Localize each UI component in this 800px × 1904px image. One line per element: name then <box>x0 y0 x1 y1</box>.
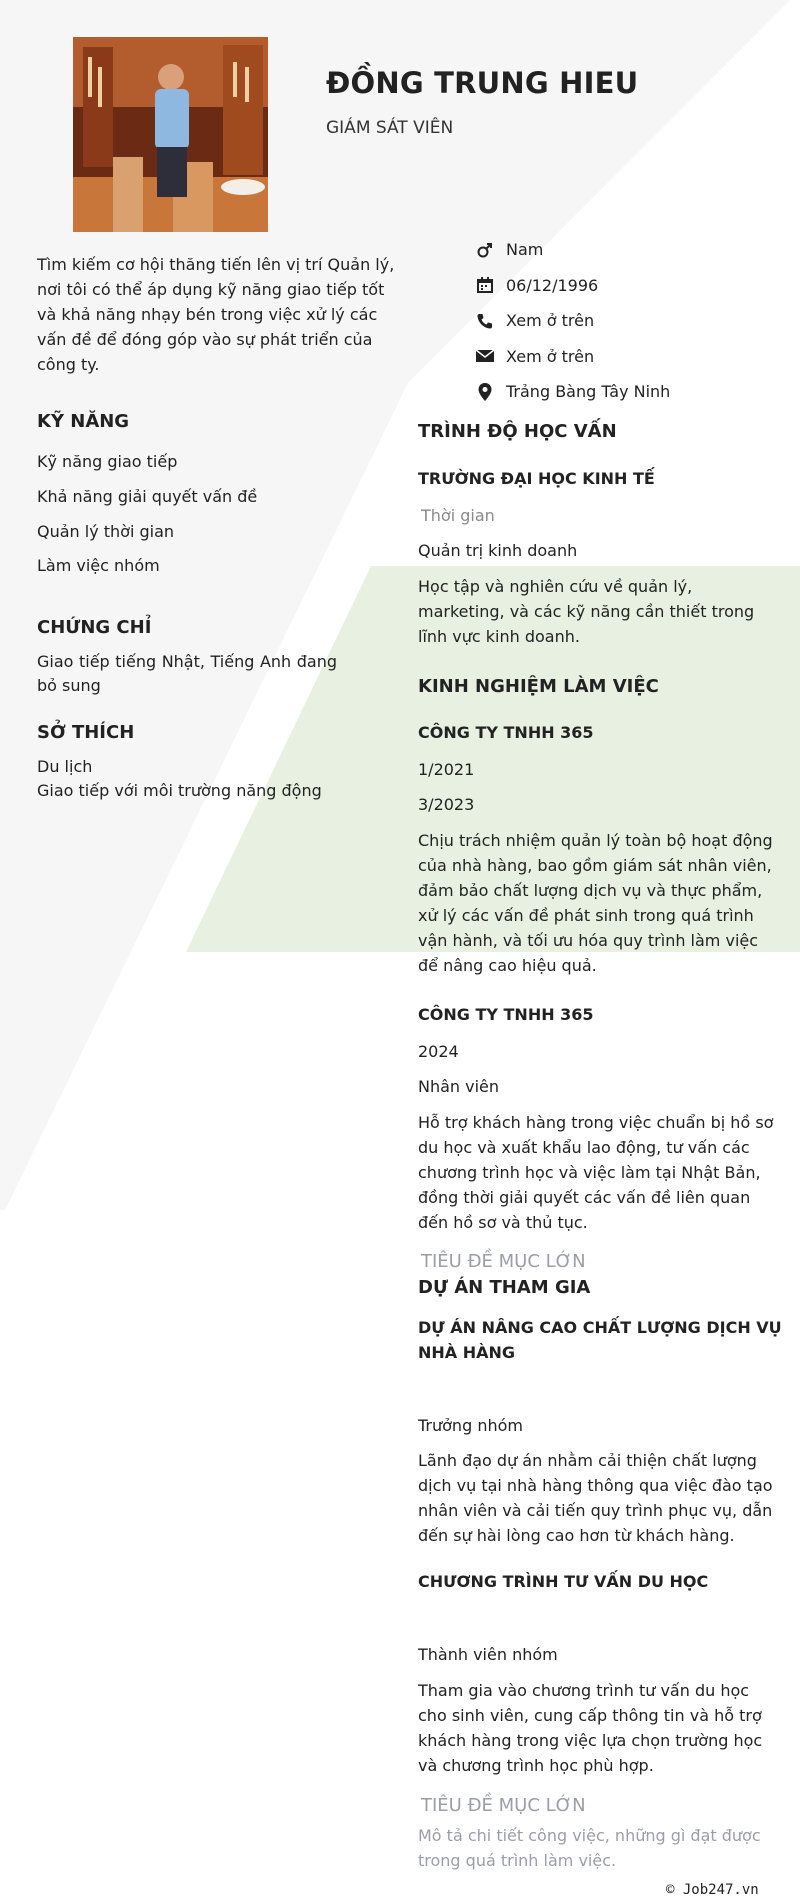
contact-gender <box>474 232 774 268</box>
contact-address <box>474 374 774 410</box>
company-name: CÔNG TY TNHH 365 <box>418 1005 594 1024</box>
experience-heading: KINH NGHIỆM LÀM VIỆC <box>418 676 659 697</box>
education-description: Học tập và nghiên cứu về quản lý, marketing, và các kỹ năng cần thiết trong lĩnh vực kinh doanh. <box>418 577 755 646</box>
job-title: GIÁM SÁT VIÊN <box>326 118 454 138</box>
hobbies-heading: SỞ THÍCH <box>37 722 135 743</box>
email-value: Xem ở trên <box>506 346 595 366</box>
gender-value: Nam <box>506 240 544 260</box>
education-time: Thời gian <box>421 506 495 525</box>
company-name: CÔNG TY TNHH 365 <box>418 723 594 742</box>
location-icon <box>474 381 496 403</box>
hobby-item: Giao tiếp với môi trường năng động <box>37 781 322 800</box>
mail-icon <box>474 345 496 367</box>
skill-item: Khả năng giải quyết vấn đề <box>37 487 258 506</box>
watermark: © Job247.vn <box>666 1882 759 1898</box>
contact-info <box>474 232 774 410</box>
job-start-date: 1/2021 <box>418 760 475 779</box>
school-name: TRƯỜNG ĐẠI HỌC KINH TẾ <box>418 469 655 488</box>
calendar-icon <box>474 274 496 296</box>
job-description: Hỗ trợ khách hàng trong việc chuẩn bị hồ sơ du học và xuất khẩu lao động, tư vấn các chương trình học và việc làm tại Nhật Bản, đồng thời giải quyết các vấn đề liên quan đến hồ sơ và thủ tục. <box>418 1113 774 1232</box>
project-role: Trưởng nhóm <box>418 1416 523 1435</box>
project-description: Tham gia vào chương trình tư vấn du học cho sinh viên, cung cấp thông tin và hỗ trợ khách hàng trong việc lựa chọn trường học và chương trình học phù hợp. <box>418 1681 763 1775</box>
education-heading: TRÌNH ĐỘ HỌC VẤN <box>418 421 617 442</box>
contact-phone <box>474 303 774 339</box>
skill-item: Kỹ năng giao tiếp <box>37 452 178 471</box>
career-objective: Tìm kiếm cơ hội thăng tiến lên vị trí Quản lý, nơi tôi có thể áp dụng kỹ năng giao tiếp tốt và khả năng nhạy bén trong việc xử lý các vấn đề để đóng góp vào sự phát triển của công ty. <box>37 255 395 374</box>
skill-item: Làm việc nhóm <box>37 556 160 575</box>
job-position: Nhân viên <box>418 1077 500 1096</box>
footer-placeholder-title: TIÊU ĐỀ MỤC LỚN <box>421 1795 586 1816</box>
contact-email <box>474 339 774 375</box>
address-value: Trảng Bàng Tây Ninh <box>506 382 671 402</box>
hobby-item: Du lịch <box>37 757 93 776</box>
skills-heading: KỸ NĂNG <box>37 411 130 432</box>
contact-birthday <box>474 268 774 304</box>
project-description: Lãnh đạo dự án nhằm cải thiện chất lượng dịch vụ tại nhà hàng thông qua việc đào tạo nhân viên và cải tiến quy trình phục vụ, dẫn đến sự hài lòng cao hơn từ khách hàng. <box>418 1451 773 1545</box>
job-date: 2024 <box>418 1042 459 1061</box>
projects-heading: DỰ ÁN THAM GIA <box>418 1277 591 1298</box>
candidate-name: ĐỒNG TRUNG HIEU <box>326 66 639 100</box>
project-role: Thành viên nhóm <box>418 1645 558 1664</box>
certificate-line: Giao tiếp tiếng Nhật, Tiếng Anh đang <box>37 652 337 671</box>
gender-icon <box>474 239 496 261</box>
skill-item: Quản lý thời gian <box>37 522 175 541</box>
birthday-value: 06/12/1996 <box>506 275 599 295</box>
certificates-heading: CHỨNG CHỈ <box>37 617 152 638</box>
footer-placeholder-description: Mô tả chi tiết công việc, những gì đạt được trong quá trình làm việc. <box>418 1826 761 1870</box>
project-title: CHƯƠNG TRÌNH TƯ VẤN DU HỌC <box>418 1572 709 1591</box>
phone-value: Xem ở trên <box>506 311 595 331</box>
profile-photo <box>73 37 268 232</box>
education-major: Quản trị kinh doanh <box>418 541 578 560</box>
certificate-line: bỏ sung <box>37 676 101 695</box>
project-title: DỰ ÁN NÂNG CAO CHẤT LƯỢNG DỊCH VỤ NHÀ HÀNG <box>418 1318 782 1362</box>
phone-icon <box>474 310 496 332</box>
job-end-date: 3/2023 <box>418 795 475 814</box>
section-placeholder-title: TIÊU ĐỀ MỤC LỚN <box>421 1251 586 1272</box>
job-description: Chịu trách nhiệm quản lý toàn bộ hoạt động của nhà hàng, bao gồm giám sát nhân viên, đảm bảo chất lượng dịch vụ và thực phẩm, xử lý các vấn đề phát sinh trong quá trình vận hành, và tối ưu hóa quy trình làm việc để nâng cao hiệu quả. <box>418 831 773 975</box>
